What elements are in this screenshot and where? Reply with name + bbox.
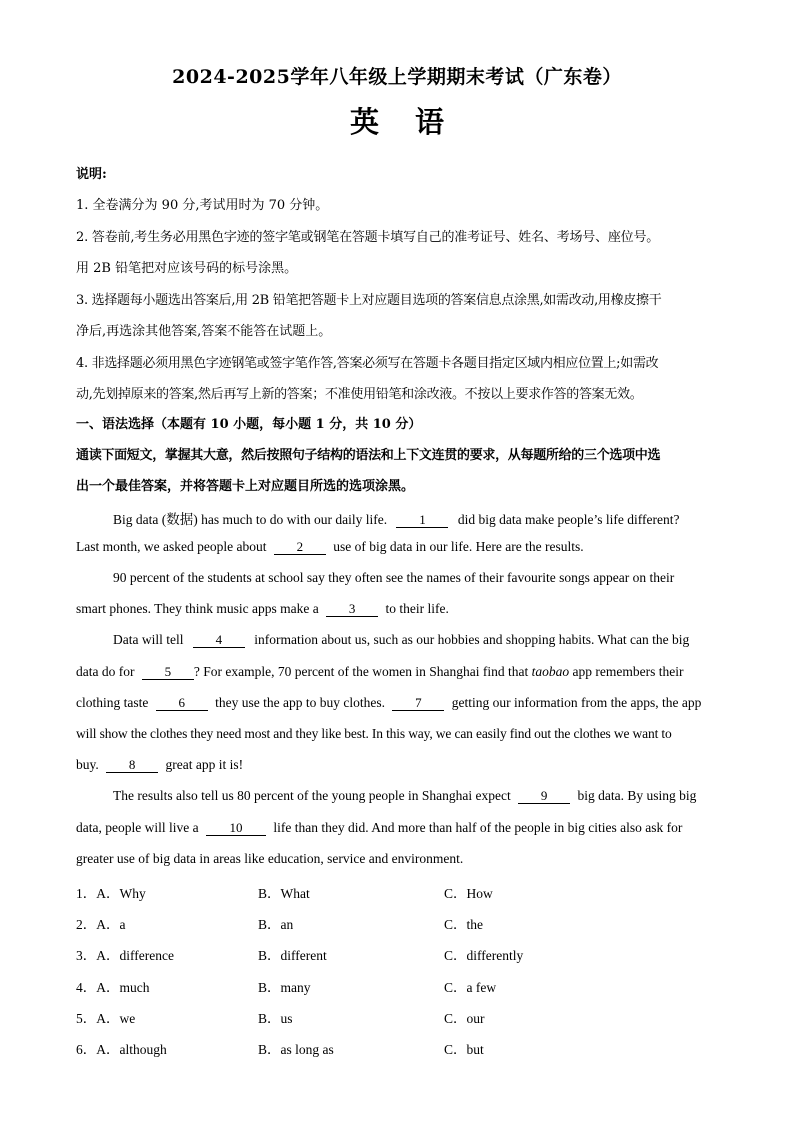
option-c: C．but (444, 1042, 484, 1057)
passage-line (76, 664, 722, 680)
passage-line: 90 percent of the students at school say they often see the names of their favourite songs appear on their (113, 570, 675, 585)
passage-text: smart phones. They think music apps make a (76, 601, 319, 616)
blank-9: 9 (518, 789, 570, 804)
blank-7: 7 (392, 696, 444, 711)
subject-char-1: 英 (349, 105, 379, 139)
subject-char-2: 语 (415, 105, 445, 139)
option-c: C．our (444, 1011, 485, 1026)
passage-line (76, 757, 722, 773)
blank-5: 5 (142, 665, 194, 680)
passage-text: Big data (数据) has much to do with our daily life. (113, 512, 388, 527)
passage-text: clothing taste (76, 695, 149, 710)
exam-title: 2024-2025学年八年级上学期期末考试（广东卷） (172, 66, 622, 88)
instruction-2-line-2: 用 2B 铅笔把对应该号码的标号涂黑。 (76, 261, 298, 276)
option-b: B．us (258, 1011, 293, 1026)
blank-3: 3 (326, 602, 378, 617)
passage-line (76, 539, 722, 555)
section-1-directions-line-1: 通读下面短文，掌握其大意，然后按照句子结构的语法和上下文连贯的要求，从每题所给的三个选项中选 (76, 448, 661, 463)
option-b: B．an (258, 917, 294, 932)
passage-text: life than they did. And more than half of the people in big cities also ask for (273, 820, 683, 835)
instruction-3-line-1: 3. 选择题每小题选出答案后,用 2B 铅笔把答题卡上对应题目选项的答案信息点涂黑,如需改动,用橡皮擦干 (76, 293, 662, 308)
section-1-directions-line-2: 出一个最佳答案，并将答题卡上对应题目所选的选项涂黑。 (76, 479, 415, 494)
option-a: 1．A．Why (76, 886, 146, 901)
passage-text: to their life. (385, 601, 449, 616)
passage-text: getting our information from the apps, the app (451, 695, 702, 710)
passage-text: ? For example, 70 percent of the women in Shanghai find that (193, 664, 532, 679)
blank-1: 1 (396, 513, 448, 528)
option-a: 3．A．difference (76, 948, 174, 963)
option-b: B．as long as (258, 1042, 334, 1057)
passage-text: Data will tell (113, 632, 184, 647)
passage-line (76, 788, 759, 804)
instruction-4-line-2: 动,先划掉原来的答案,然后再写上新的答案；不准使用铅笔和涂改液。不按以上要求作答的答案无效。 (76, 387, 643, 402)
passage-italic-text: taobao (531, 664, 570, 679)
blank-2: 2 (274, 540, 326, 555)
option-c: C．differently (444, 948, 524, 963)
option-a: 4．A．much (76, 980, 150, 995)
instruction-4-line-1: 4. 非选择题必须用黑色字迹钢笔或签字笔作答,答案必须写在答题卡各题目指定区域内相应位置上;如需改 (76, 356, 659, 371)
blank-4: 4 (193, 633, 245, 648)
instructions-heading: 说明: (76, 167, 107, 182)
passage-text: buy. (76, 757, 99, 772)
instruction-1: 1. 全卷满分为 90 分,考试用时为 70 分钟。 (76, 198, 329, 213)
blank-10: 10 (206, 821, 266, 836)
passage-line (76, 632, 759, 648)
option-a: 2．A．a (76, 917, 126, 932)
passage-text: data, people will live a (76, 820, 199, 835)
passage-line (76, 601, 722, 617)
option-c: C．the (444, 917, 483, 932)
option-a: 5．A．we (76, 1011, 136, 1026)
passage-text: app remembers their (569, 664, 684, 679)
passage-text: great app it is! (165, 757, 244, 772)
passage-text: Last month, we asked people about (76, 539, 267, 554)
passage-text: data do for (76, 664, 135, 679)
instruction-2-line-1: 2. 答卷前,考生务必用黑色字迹的签字笔或钢笔在答题卡填写自己的准考证号、姓名、考场号、座位号。 (76, 230, 660, 245)
passage-line (76, 820, 722, 836)
option-a: 6．A．although (76, 1042, 167, 1057)
passage-line (76, 695, 722, 711)
passage-text: The results also tell us 80 percent of the young people in Shanghai expect (113, 788, 511, 803)
option-b: B．What (258, 886, 310, 901)
passage-line: will show the clothes they need most and they like best. In this way, we can easily find out the clothes we want to (76, 726, 672, 741)
passage-line (76, 508, 759, 528)
option-b: B．many (258, 980, 311, 995)
option-b: B．different (258, 948, 327, 963)
instruction-3-line-2: 净后,再选涂其他答案,答案不能答在试题上。 (76, 324, 332, 339)
option-c: C．a few (444, 980, 497, 995)
passage-text: they use the app to buy clothes. (215, 695, 385, 710)
subject-title (0, 100, 794, 141)
passage-text: big data. By using big (577, 788, 697, 803)
blank-8: 8 (106, 758, 158, 773)
passage-text: information about us, such as our hobbies and shopping habits. What can the big (254, 632, 690, 647)
blank-6: 6 (156, 696, 208, 711)
passage-line: greater use of big data in areas like education, service and environment. (76, 851, 464, 866)
option-c: C．How (444, 886, 493, 901)
passage-text: use of big data in our life. Here are the results. (333, 539, 584, 554)
section-1-heading: 一、语法选择（本题有 10 小题，每小题 1 分，共 10 分） (76, 417, 422, 432)
passage-text: did big data make people’s life different? (457, 512, 680, 527)
